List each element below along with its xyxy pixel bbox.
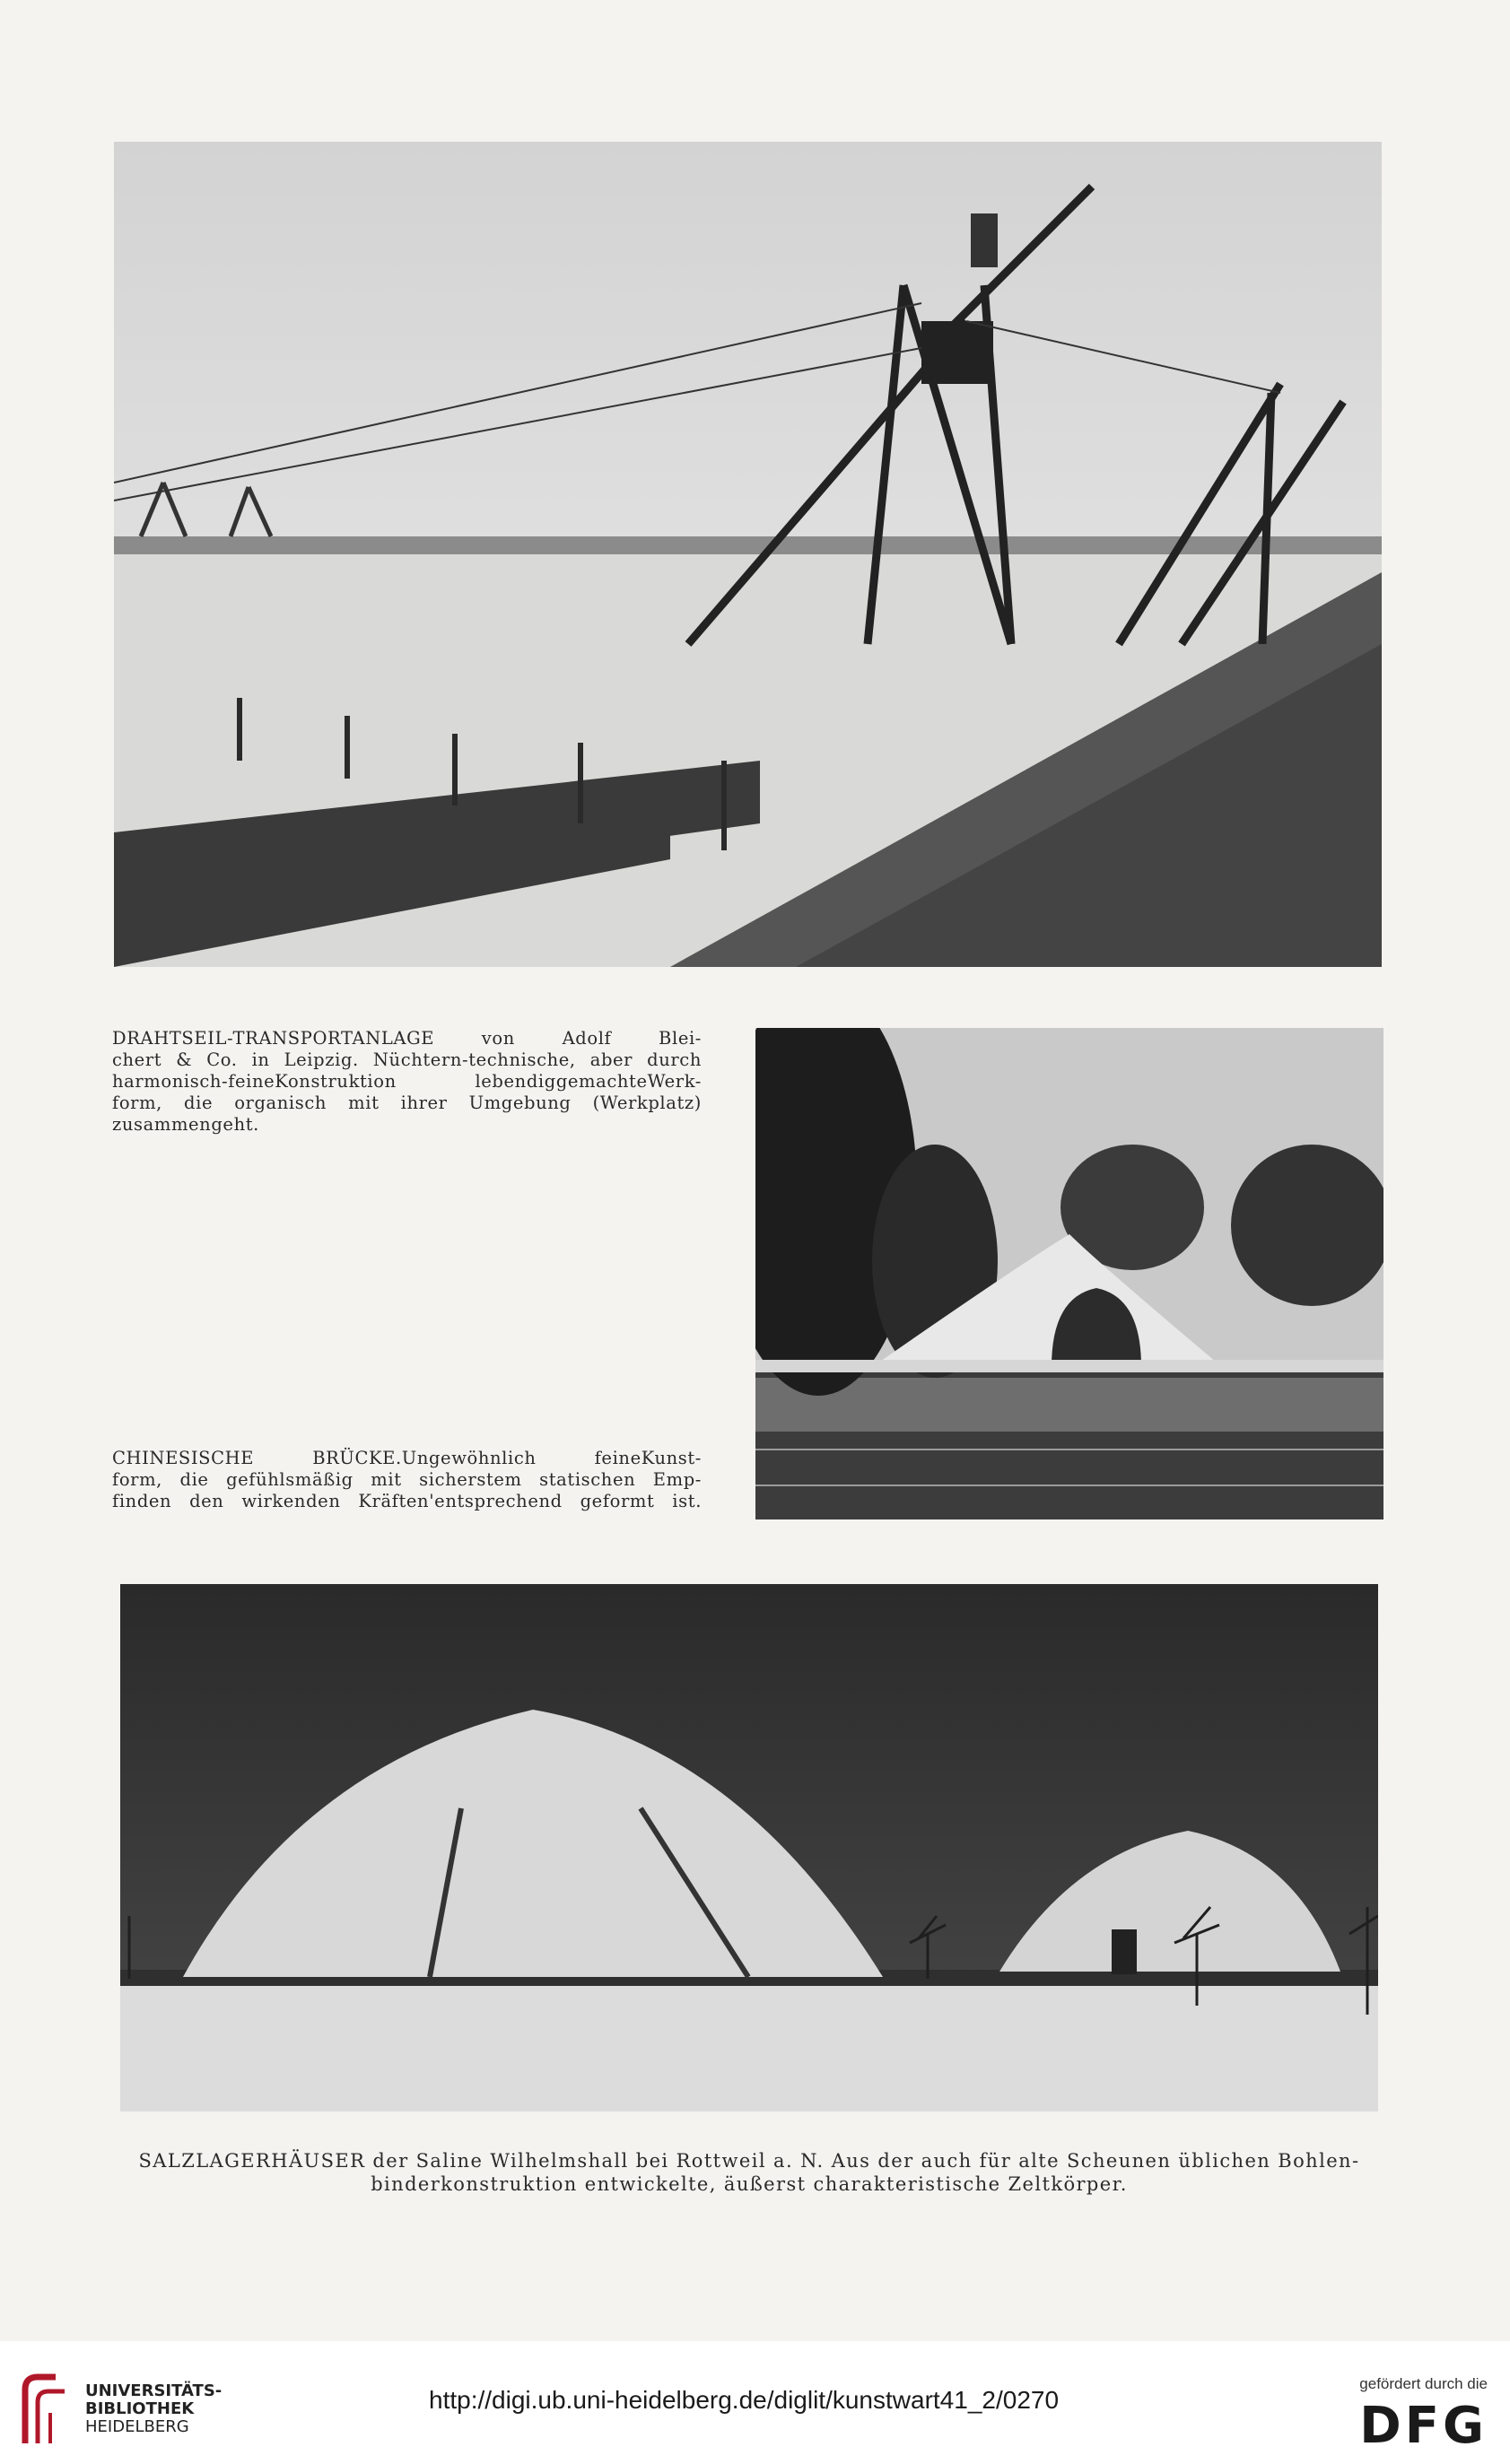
library-name-line: UNIVERSITÄTS- xyxy=(85,2381,223,2400)
caption-line: zusammengeht. xyxy=(112,1114,259,1135)
caption-line: CHINESISCHE BRÜCKE.Ungewöhnlich feineKunst- xyxy=(112,1448,702,1468)
caption-line: DRAHTSEIL-TRANSPORTANLAGE von Adolf Blei- xyxy=(112,1028,702,1049)
caption-salt-storage xyxy=(117,2149,1382,2196)
caption-line: binderkonstruktion entwickelte, äußerst charakteristische Zeltkörper. xyxy=(371,2173,1128,2195)
caption-line: chert & Co. in Leipzig. Nüchtern-technische, aber durch xyxy=(112,1049,702,1070)
photo-salt-storage-domes xyxy=(120,1584,1378,2111)
caption-line: finden den wirkenden Kräften'entsprechend geformt ist. xyxy=(112,1491,702,1511)
source-url-link[interactable]: http://digi.ub.uni-heidelberg.de/diglit/kunstwart41_2/0270 xyxy=(429,2386,1060,2414)
university-library-logo-icon xyxy=(18,2372,72,2452)
library-name-line: HEIDELBERG xyxy=(85,2417,189,2436)
caption-line: harmonisch-feineKonstruktion lebendiggemachteWerk- xyxy=(112,1071,702,1092)
dfg-logo: DFG xyxy=(1359,2397,1488,2455)
caption-line: form, die organisch mit ihrer Umgebung (Werkplatz) xyxy=(112,1093,702,1113)
caption-chinese-bridge xyxy=(112,1448,702,1512)
library-name-line: BIBLIOTHEK xyxy=(85,2399,195,2418)
funding-note: gefördert durch die xyxy=(1359,2375,1488,2392)
caption-line: form, die gefühlsmäßig mit sicherstem statischen Emp- xyxy=(112,1469,702,1490)
library-name xyxy=(85,2382,222,2436)
caption-cableway xyxy=(112,1028,702,1136)
caption-line: SALZLAGERHÄUSER der Saline Wilhelmshall bei Rottweil a. N. Aus der auch für alte Scheunen üblichen Bohlen- xyxy=(138,2150,1360,2172)
digitization-footer xyxy=(0,2341,1510,2464)
photo-cableway-cranes xyxy=(114,142,1382,967)
photo-chinese-bridge xyxy=(755,1028,1383,1519)
